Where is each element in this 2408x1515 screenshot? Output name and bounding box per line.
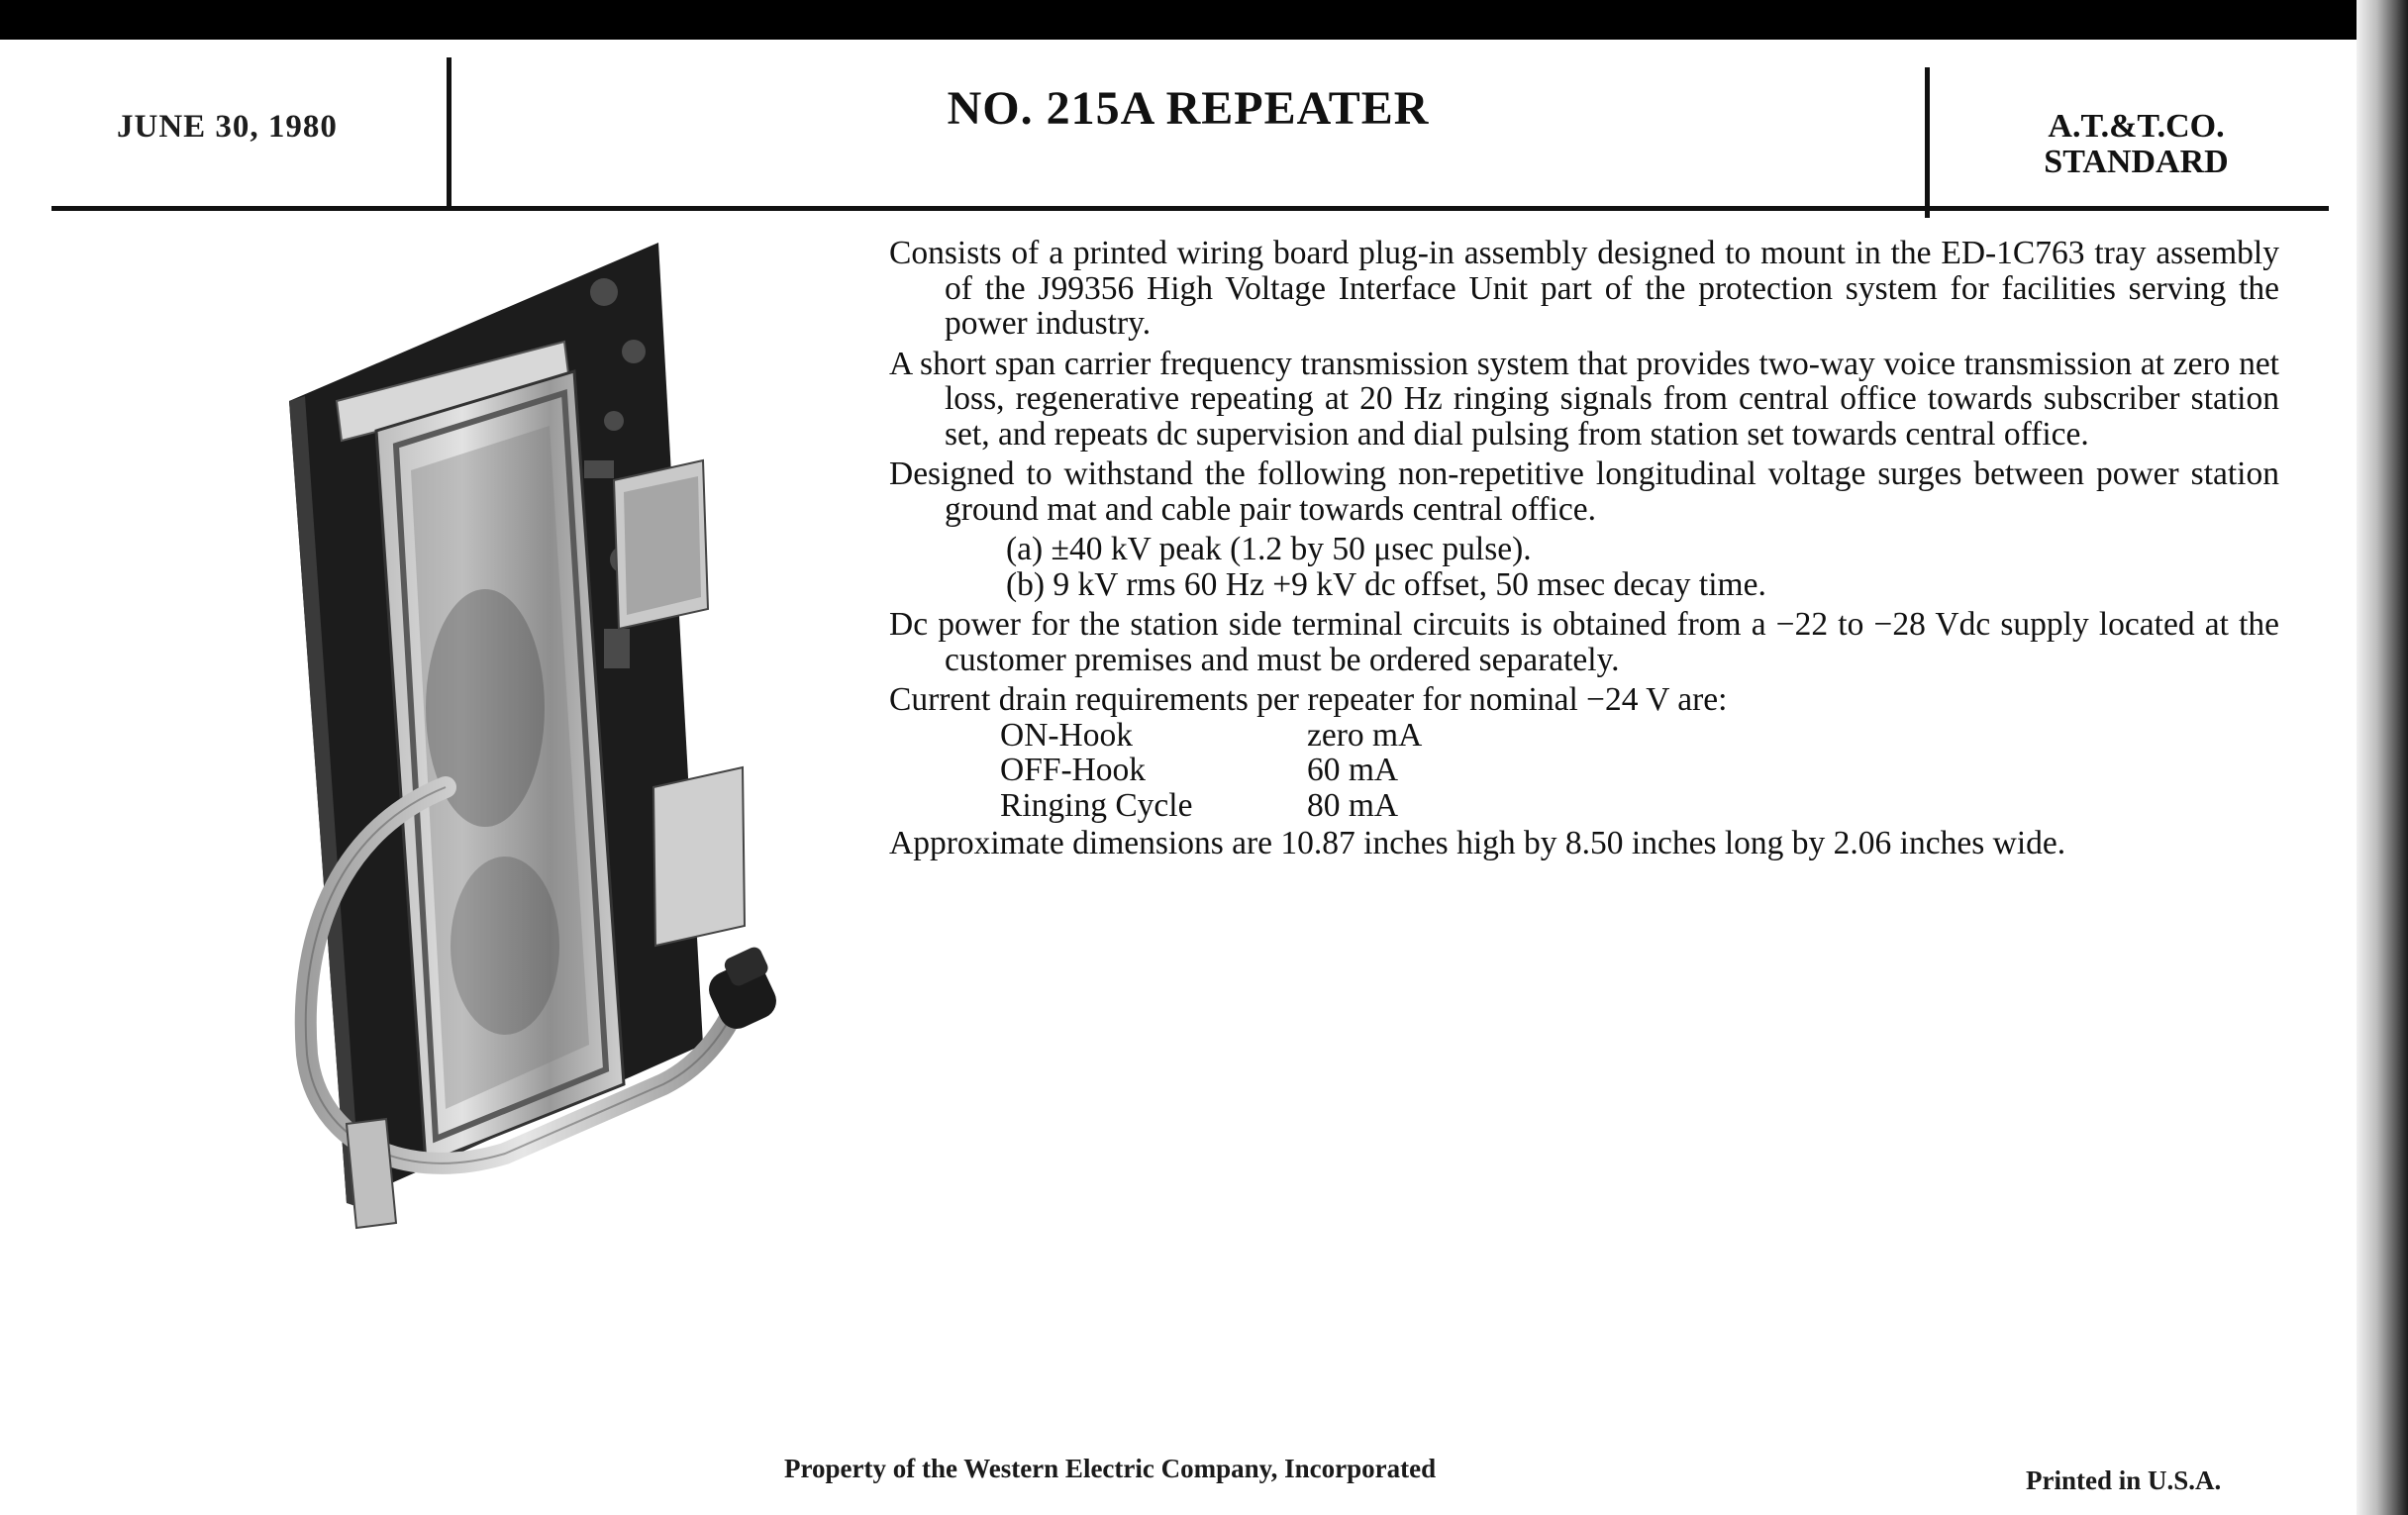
drain-label: Ringing Cycle: [1000, 786, 1193, 824]
header-divider-right: [1925, 67, 1930, 218]
standard-line-2: STANDARD: [2044, 144, 2229, 180]
surge-item-a: (a) ±40 kV peak (1.2 by 50 μsec pulse).: [1006, 531, 1532, 567]
surge-item-b: (b) 9 kV rms 60 Hz +9 kV dc offset, 50 msec decay time.: [1006, 565, 1766, 603]
drain-label: ON-Hook: [1000, 716, 1133, 754]
drain-label: OFF-Hook: [1000, 752, 1147, 788]
table-row: [1000, 753, 1422, 788]
footer-property: Property of the Western Electric Company, Incorporated: [784, 1454, 1437, 1483]
drain-value: zero mA: [1307, 716, 1423, 754]
scan-edge: [2357, 0, 2408, 1515]
standard-line-1: A.T.&T.CO.: [2048, 108, 2225, 145]
description-text: [889, 236, 2279, 866]
header-date: JUNE 30, 1980: [117, 109, 338, 145]
header-rule: [51, 206, 2329, 211]
table-row: [1000, 788, 1422, 824]
para-dimensions: Approximate dimensions are 10.87 inches high by 8.50 inches long by 2.06 inches wide.: [889, 825, 2066, 861]
para-power: Dc power for the station side terminal circuits is obtained from a −22 to −28 Vdc supply located at the customer premises and must be ordered separately.: [889, 606, 2279, 678]
table-row: [1000, 718, 1422, 754]
drain-value: 60 mA: [1307, 752, 1399, 788]
transformer-block-bottom: [653, 767, 745, 946]
page-title: NO. 215A REPEATER: [947, 82, 1430, 135]
para-assembly: Consists of a printed wiring board plug-in assembly designed to mount in the ED-1C763 tray assembly of the J99356 High Voltage Interface Unit part of the protection system for facilities serving the power industry.: [889, 235, 2279, 342]
footer-printed: Printed in U.S.A.: [2026, 1465, 2222, 1495]
base-bracket: [347, 1119, 396, 1228]
para-current-drain: Current drain requirements per repeater for nominal −24 V are:: [889, 681, 1728, 718]
repeater-photo: [149, 233, 822, 1302]
current-drain-table: [1000, 718, 1422, 824]
cable-connector: [703, 945, 782, 1035]
para-surges: Designed to withstand the following non-repetitive longitudinal voltage surges between power station ground mat and cable pair towards central office.: [889, 455, 2279, 528]
standard-label: [1946, 109, 2327, 180]
drain-value: 80 mA: [1307, 786, 1399, 824]
para-transmission: A short span carrier frequency transmission system that provides two-way voice transmission at zero net loss, regenerative repeating at 20 Hz ringing signals from central office towards subscriber station set, and repeats dc supervision and dial pulsing from station set towards central office.: [889, 345, 2279, 453]
